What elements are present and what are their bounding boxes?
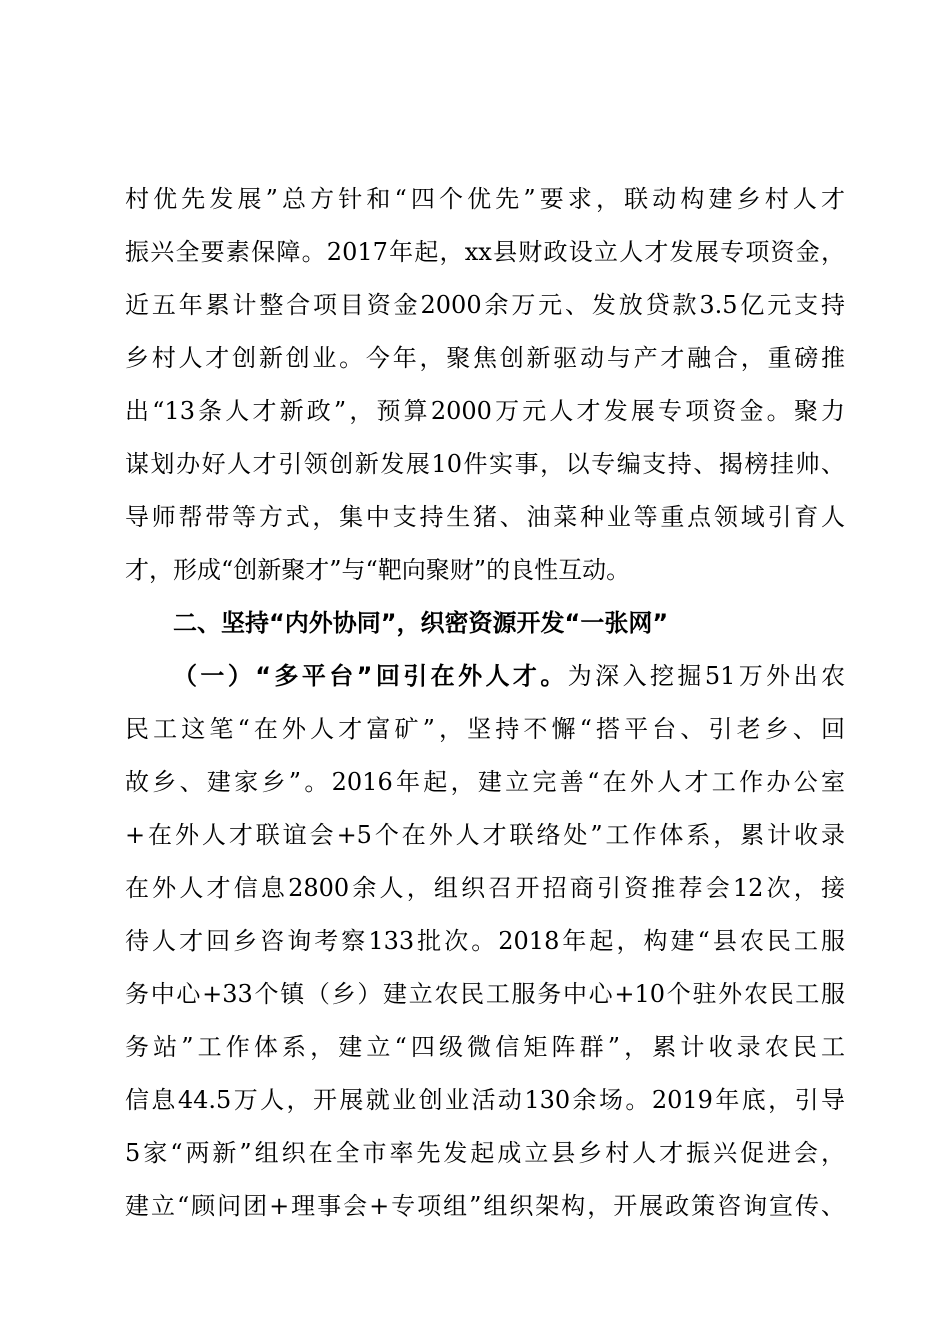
paragraph-line: 信息44.5万人，开展就业创业活动130余场。2019年底，引导 (125, 1086, 845, 1114)
subsection-title: （一）“多平台”回引在外人才。 (173, 662, 568, 690)
paragraph-line: 民工这笔“在外人才富矿”，坚持不懈“搭平台、引老乡、回 (125, 715, 845, 743)
paragraph-line: 务站”工作体系，建立“四级微信矩阵群”，累计收录农民工 (125, 1033, 845, 1061)
paragraph-line: 近五年累计整合项目资金2000余万元、发放贷款3.5亿元支持 (125, 291, 845, 319)
paragraph-line: 5家“两新”组织在全市率先发起成立县乡村人才振兴促进会， (125, 1139, 845, 1167)
paragraph-line: +在外人才联谊会+5个在外人才联络处”工作体系，累计收录 (125, 821, 845, 849)
paragraph-line: 建立“顾问团+理事会+专项组”组织架构，开展政策咨询宣传、 (125, 1192, 845, 1220)
paragraph-line: 村优先发展”总方针和“四个优先”要求，联动构建乡村人才 (125, 185, 845, 213)
paragraph-line: 乡村人才创新创业。今年，聚焦创新驱动与产才融合，重磅推 (125, 344, 845, 372)
paragraph-line: 出“13条人才新政”，预算2000万元人才发展专项资金。聚力 (125, 397, 845, 425)
paragraph-line: 故乡、建家乡”。2016年起，建立完善“在外人才工作办公室 (125, 768, 845, 796)
paragraph-line: 待人才回乡咨询考察133批次。2018年起，构建“县农民工服 (125, 927, 845, 955)
section-heading: 二、坚持“内外协同”，织密资源开发“一张网” (173, 609, 669, 637)
subsection-first-line-text: 为深入挖掘51万外出农 (567, 662, 846, 690)
subsection-first-line (173, 654, 845, 698)
paragraph-line: 振兴全要素保障。2017年起，xx县财政设立人才发展专项资金， (125, 238, 845, 266)
paragraph-line: 才，形成“创新聚才”与“靶向聚财”的良性互动。 (125, 556, 631, 584)
paragraph-line: 导师帮带等方式，集中支持生猪、油菜种业等重点领域引育人 (125, 503, 845, 531)
paragraph-line: 在外人才信息2800余人，组织召开招商引资推荐会12次，接 (125, 874, 845, 902)
paragraph-line: 务中心+33个镇（乡）建立农民工服务中心+10个驻外农民工服 (125, 980, 845, 1008)
paragraph-line: 谋划办好人才引领创新发展10件实事，以专编支持、揭榜挂帅、 (125, 450, 845, 478)
